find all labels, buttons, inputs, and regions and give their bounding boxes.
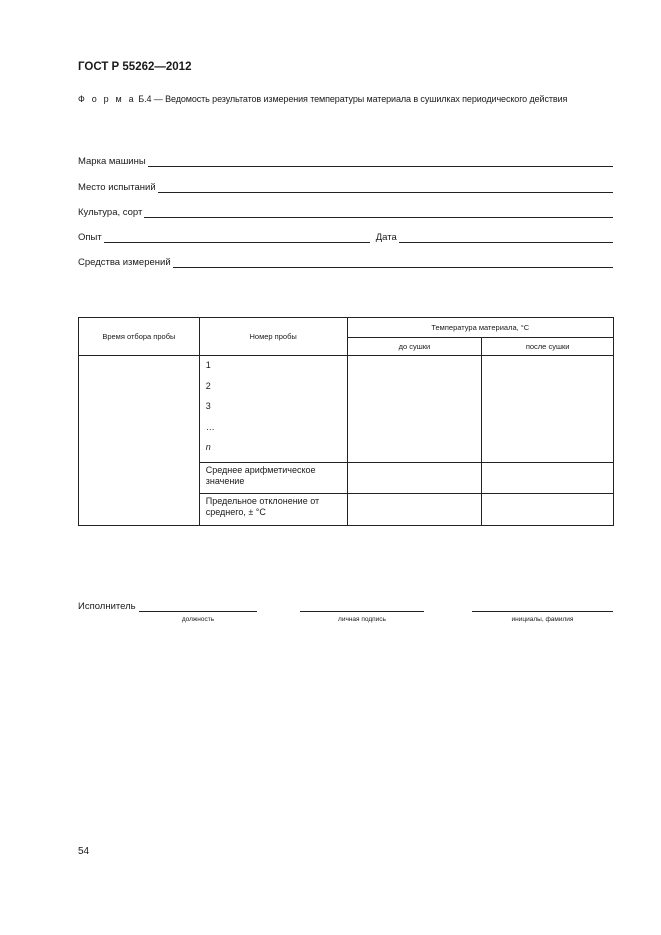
after-cell[interactable] xyxy=(482,356,614,463)
position-caption: должность xyxy=(181,616,215,623)
field-culture-line[interactable] xyxy=(144,206,613,218)
sample-numbers xyxy=(199,356,347,463)
header-before-drying: до сушки xyxy=(347,338,482,356)
name-caption: инициалы, фамилия xyxy=(511,616,574,623)
field-culture-label: Культура, сорт xyxy=(78,207,143,218)
header-time: Время отбора пробы xyxy=(79,318,200,356)
dev-before-cell[interactable] xyxy=(347,493,482,525)
field-instruments-line[interactable] xyxy=(173,256,613,268)
field-date-label: Дата xyxy=(375,232,397,243)
row-mean-label: Среднее арифметическое значение xyxy=(199,462,347,493)
header-after-drying: после сушки xyxy=(482,338,614,356)
field-experiment-line[interactable] xyxy=(104,231,370,243)
field-machine-line[interactable] xyxy=(148,155,613,167)
field-experiment-date xyxy=(78,229,613,243)
before-cell[interactable] xyxy=(347,356,482,463)
dev-after-cell[interactable] xyxy=(482,493,614,525)
sample-number: … xyxy=(205,421,215,432)
sample-number: 2 xyxy=(205,380,211,391)
sample-number: 1 xyxy=(205,360,211,370)
signature-caption: личная подпись xyxy=(338,616,386,623)
results-table xyxy=(78,317,614,526)
field-machine xyxy=(78,153,613,167)
field-place xyxy=(78,179,613,193)
field-instruments-label: Средства измерений xyxy=(78,257,171,268)
position-line[interactable] xyxy=(139,611,257,612)
field-place-label: Место испытаний xyxy=(78,182,156,193)
mean-after-cell[interactable] xyxy=(482,462,614,493)
form-title-text: — Ведомость результатов измерения температуры материала в сушилках периодического действия xyxy=(153,94,568,104)
signature-line[interactable] xyxy=(300,611,424,612)
form-number: Б.4 xyxy=(138,94,152,104)
header-temperature: Температура материала, °С xyxy=(347,318,613,338)
form-prefix: Ф о р м а xyxy=(78,94,136,104)
executor-label: Исполнитель xyxy=(78,601,136,612)
field-culture xyxy=(78,204,613,218)
header-sample: Номер пробы xyxy=(199,318,347,356)
field-place-line[interactable] xyxy=(158,181,613,193)
time-cell[interactable] xyxy=(79,356,200,526)
sample-number: 3 xyxy=(205,401,211,411)
field-date-line[interactable] xyxy=(399,231,613,243)
field-machine-label: Марка машины xyxy=(78,156,146,167)
page-number: 54 xyxy=(78,846,90,857)
row-deviation-label: Предельное отклонение от среднего, ± °С xyxy=(199,493,347,525)
field-instruments xyxy=(78,254,613,268)
field-experiment-label: Опыт xyxy=(78,232,102,243)
standard-code: ГОСТ Р 55262—2012 xyxy=(78,61,192,73)
mean-before-cell[interactable] xyxy=(347,462,482,493)
form-title xyxy=(78,94,567,104)
sample-number: n xyxy=(205,442,211,452)
name-line[interactable] xyxy=(472,611,613,612)
